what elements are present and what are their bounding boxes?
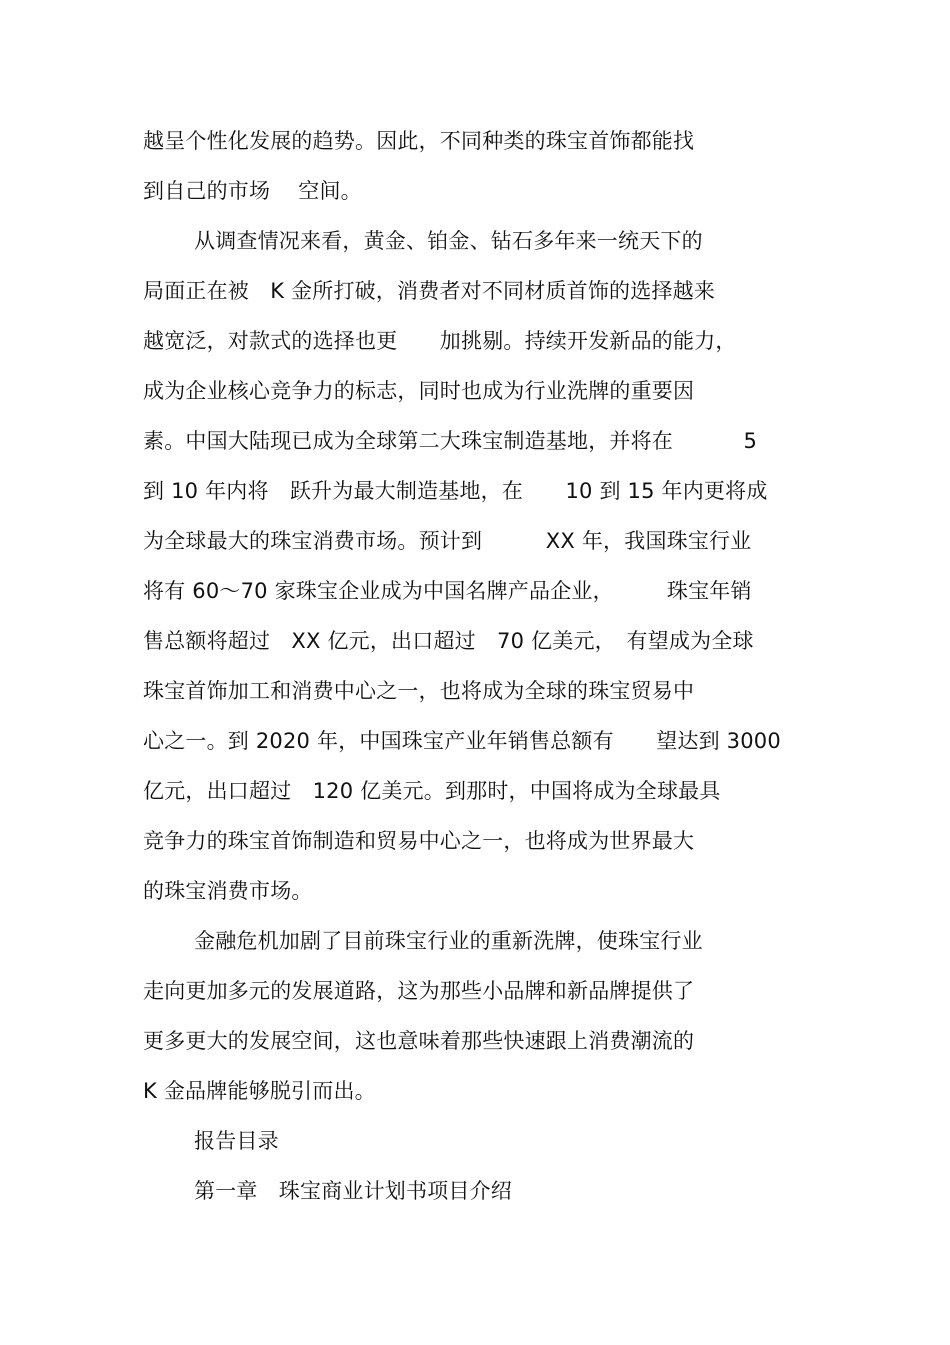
chapter-heading: 第一章 珠宝商业计划书项目介绍 [194,1179,512,1203]
text-line: 心之一。到 2020 年，中国珠宝产业年销售总额有 望达到 3000 [143,729,781,753]
text-line: 亿元，出口超过 120 亿美元。到那时，中国将成为全球最具 [143,779,721,803]
text-line: 越宽泛，对款式的选择也更 加挑剔。持续开发新品的能力， [143,329,737,353]
text-line: 售总额将超过 XX 亿元，出口超过 70 亿美元， 有望成为全球 [143,629,754,653]
text-line: 金融危机加剧了目前珠宝行业的重新洗牌，使珠宝行业 [194,929,703,953]
section-heading: 报告目录 [194,1129,279,1153]
text-line: 到 10 年内将 跃升为最大制造基地，在 10 到 15 年内更将成 [143,479,768,503]
text-line: 的珠宝消费市场。 [143,879,313,903]
text-line: 将有 60～70 家珠宝企业成为中国名牌产品企业， 珠宝年销 [143,579,752,603]
text-line: 走向更加多元的发展道路，这为那些小品牌和新品牌提供了 [143,979,695,1003]
text-line: 局面正在被 K 金所打破，消费者对不同材质首饰的选择越来 [143,279,716,303]
text-line: K 金品牌能够脱引而出。 [143,1079,376,1103]
text-line: 从调查情况来看，黄金、铂金、钻石多年来一统天下的 [194,229,703,253]
text-line: 越呈个性化发展的趋势。因此，不同种类的珠宝首饰都能找 [143,129,695,153]
text-line: 珠宝首饰加工和消费中心之一，也将成为全球的珠宝贸易中 [143,679,695,703]
text-line: 更多更大的发展空间，这也意味着那些快速跟上消费潮流的 [143,1029,695,1053]
text-line: 成为企业核心竞争力的标志，同时也成为行业洗牌的重要因 [143,379,695,403]
text-line: 竞争力的珠宝首饰制造和贸易中心之一，也将成为世界最大 [143,829,695,853]
text-line: 到自己的市场 空间。 [143,179,362,203]
text-line: 素。中国大陆现已成为全球第二大珠宝制造基地，并将在 5 [143,429,758,453]
text-line: 为全球最大的珠宝消费市场。预计到 XX 年，我国珠宝行业 [143,529,752,553]
